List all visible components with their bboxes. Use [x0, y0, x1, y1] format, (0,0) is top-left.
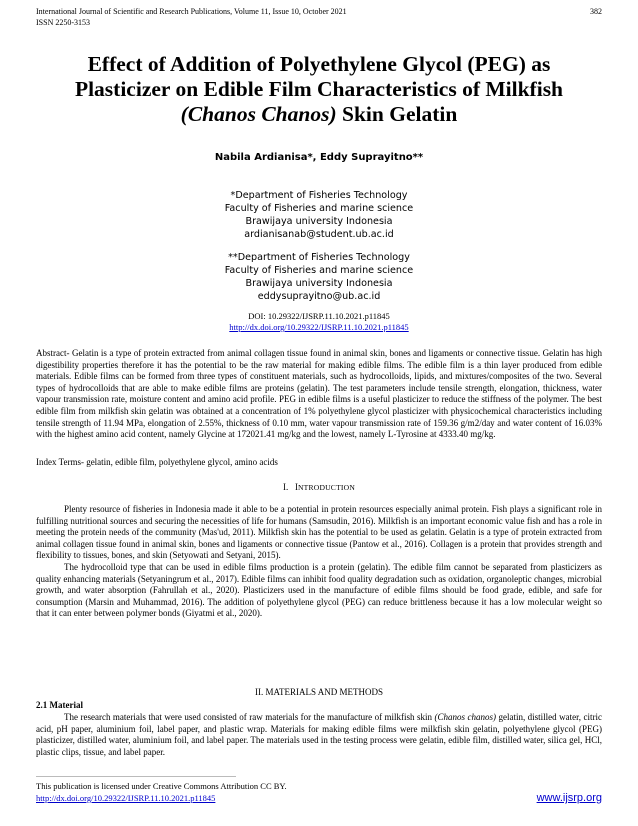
title-line-1: Effect of Addition of Polyethylene Glycol (PEG) as	[87, 52, 551, 76]
materials-text-b: gelatin, distilled water, citric acid, pH paper, aluminium foil, label paper, and plastic wrap. Materials for making edible films were milkfish skin gelatin, polyethylene glycol (PEG) plasticizer, distilled water, aluminium foil, and label paper. The materials used in the testing process were gelatin, edible film, distilled water, silica gel, HCl, plastic clips, tissue, and label paper.	[36, 712, 602, 757]
authors: Nabila Ardianisa*, Eddy Suprayitno**	[214, 152, 424, 163]
materials-body	[36, 712, 602, 758]
affiliation-1	[0, 189, 638, 241]
materials-paragraph	[36, 712, 602, 758]
aff2-email: eddysuprayitno@ub.ac.id	[257, 291, 381, 302]
aff1-dept: *Department of Fisheries Technology	[230, 190, 408, 201]
footer-divider	[36, 776, 236, 777]
affiliation-2	[0, 251, 638, 303]
introduction-body	[36, 504, 602, 620]
index-terms: Index Terms- gelatin, edible film, polyethylene glycol, amino acids	[36, 457, 278, 467]
doi-text: DOI: 10.29322/IJSRP.11.10.2021.p11845	[248, 311, 390, 321]
issn-line: ISSN 2250-3153	[36, 18, 91, 27]
section-title-rest: NTRODUCTION	[297, 483, 356, 492]
section-heading-materials: II. MATERIALS AND METHODS	[255, 687, 383, 697]
materials-species: (Chanos chanos)	[434, 712, 496, 722]
aff1-university: Brawijaya university Indonesia	[245, 216, 393, 227]
footer-doi-link[interactable]: http://dx.doi.org/10.29322/IJSRP.11.10.2021.p11845	[36, 793, 216, 803]
intro-paragraph-1: Plenty resource of fisheries in Indonesia made it able to be a potential in protein resources especially animal protein. Fish plays a significant role in fulfilling nutritional sources and securing the necessities of life for humans (Samsudin, 2016). Milkfish is an important economic value fish and has a role in meeting the protein needs of the community (Mas'ud, 2011). Milkfish skin has the potential to be used as gelatin. Gelatin is a type of protein extracted from animal collagen tissue found in animal skin, bones and ligaments or connective tissue (Pantow et al., 2016). Collagen is a protein that provides strength and flexibility to tissues, bones, and skin (Setyowati and Setyani, 2015).	[36, 504, 602, 561]
section-heading-introduction	[0, 482, 638, 492]
license-text: This publication is licensed under Creative Commons Attribution CC BY.	[36, 781, 287, 791]
section-title-first: I	[294, 482, 298, 492]
page-footer	[36, 780, 602, 804]
journal-website-link[interactable]: www.ijsrp.org	[536, 792, 602, 804]
paper-title	[30, 52, 608, 127]
intro-paragraph-2: The hydrocolloid type that can be used in edible films production is a protein (gelatin). The edible film cannot be separated from plasticizers as quality enhancing materials (Setyaningrum et al., 2017). Edible films can inhibit food quality degradation such as oxidation, organoleptic changes, microbial growth, and water absorption (Fahrullah et al., 2020). Plasticizers used in the manufacture of edible films should be food grade, edible, and safe for consumption (Marsin and Muhammad, 2016). The addition of polyethylene glycol (PEG) can reduce brittleness because it has a low molecular weight so that it can enter between polymer bonds (Giyatmi et al., 2020).	[36, 561, 602, 619]
aff1-email: ardianisanab@student.ub.ac.id	[244, 229, 394, 240]
subsection-heading: 2.1 Material	[36, 700, 83, 710]
materials-text-a: The research materials that were used consisted of raw materials for the manufacture of milkfish skin	[64, 712, 435, 722]
journal-line: International Journal of Scientific and Research Publications, Volume 11, Issue 10, October 2021	[36, 7, 347, 16]
title-species: (Chanos Chanos)	[180, 102, 337, 126]
aff1-faculty: Faculty of Fisheries and marine science	[224, 203, 414, 214]
abstract: Abstract- Gelatin is a type of protein extracted from animal collagen tissue found in animal skin, bones and ligaments or connective tissue. Gelatin has high digestibility properties therefore it has the potential to be the raw material for making edible films. The edible film is a thin layer produced from edible materials. Edible films can be formed from three types of constituent materials, such as hydrocolloids, lipids, and mixtures/composites of the two. Several types of hydrocolloids that are able to make edible films are proteins (gelatin). The test parameters include tensile strength, elongation, thickness, water vapour transmission rate, moisture content and amino acid profile. PEG in edible films is a useful plasticizer to reduce the stiffness of the polymer. The best edible film from milkfish skin gelatin was obtained at a concentration of 1% polyethylene glycol plasticizer with physicochemical characteristics including tensile strength of 11.94 MPa, elongation of 2.55%, thickness of 0.10 mm, water vapour transmission rate of 159.36 g/m2/day and water content of 16.03% with the highest amino acid content, namely Glycine at 172021.41 mg/kg and the lowest, namely L-Tyrosine at 4333.40 mg/kg.	[36, 348, 602, 440]
section-number: I.	[282, 482, 289, 492]
running-header	[36, 6, 602, 28]
aff2-dept: **Department of Fisheries Technology	[228, 252, 410, 263]
aff2-faculty: Faculty of Fisheries and marine science	[224, 265, 414, 276]
aff2-university: Brawijaya university Indonesia	[245, 278, 393, 289]
doi-block	[0, 311, 638, 333]
title-line-3-rest: Skin Gelatin	[336, 102, 458, 126]
title-line-2: Plasticizer on Edible Film Characteristics of Milkfish	[74, 77, 564, 101]
title-line-3	[30, 102, 608, 127]
doi-link[interactable]: http://dx.doi.org/10.29322/IJSRP.11.10.2021.p11845	[229, 322, 409, 332]
page-number: 382	[590, 7, 602, 16]
